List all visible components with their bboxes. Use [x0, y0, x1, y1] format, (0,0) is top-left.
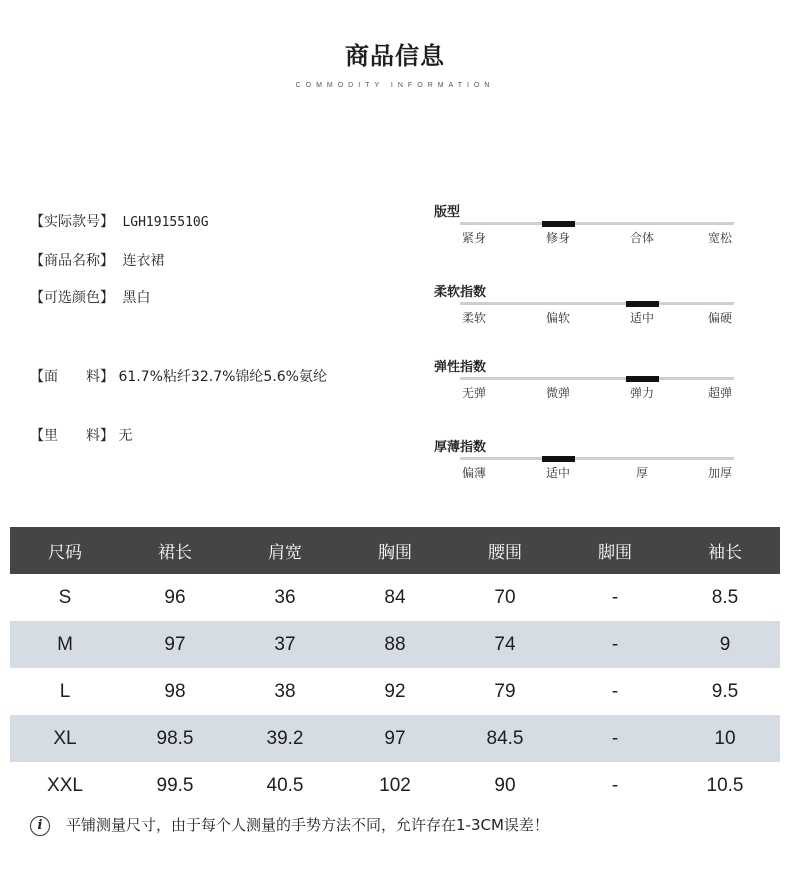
attribute-option: 修身	[545, 231, 570, 245]
table-cell: 74	[450, 621, 560, 668]
table-cell: 10	[670, 715, 780, 762]
attribute-option: 适中	[545, 466, 570, 480]
table-cell: -	[611, 774, 619, 796]
page-subtitle: COMMODITY INFORMATION	[295, 82, 495, 89]
attribute-option: 加厚	[707, 466, 732, 480]
table-cell: 97	[120, 621, 230, 668]
attribute-option: 无弹	[461, 386, 486, 400]
info-value: 黑白	[122, 290, 151, 306]
table-cell: 39.2	[230, 715, 340, 762]
attribute-option: 偏软	[545, 311, 570, 325]
info-label: 【可选颜色】	[30, 290, 114, 306]
info-product-name	[30, 250, 164, 270]
info-label: 【面 料】	[30, 369, 114, 385]
table-cell: 9.5	[711, 680, 739, 702]
measurement-note	[30, 814, 549, 836]
attribute-option: 偏薄	[461, 466, 486, 480]
info-label: 【商品名称】	[30, 253, 114, 269]
table-cell: L	[59, 680, 71, 702]
table-cell: -	[560, 715, 670, 762]
table-row	[10, 621, 780, 668]
attribute-scale-track	[460, 222, 734, 225]
table-row	[10, 715, 780, 762]
attribute-option: 弹力	[629, 386, 654, 400]
info-icon: i	[30, 816, 50, 836]
table-cell: 96	[164, 586, 186, 608]
attribute-scale-marker	[542, 456, 575, 462]
table-cell: XL	[10, 715, 120, 762]
table-cell: 98	[164, 680, 186, 702]
table-cell: 9	[670, 621, 780, 668]
size-table-header	[10, 527, 780, 574]
info-fabric	[30, 366, 327, 386]
info-lining	[30, 425, 132, 445]
table-cell: 8.5	[711, 586, 739, 608]
attribute-option: 适中	[629, 311, 654, 325]
table-cell: 99.5	[156, 774, 194, 796]
attribute-option: 偏硬	[707, 311, 732, 325]
attribute-title: 厚薄指数	[434, 440, 487, 455]
col-header: 袖长	[670, 527, 780, 574]
attribute-option: 超弹	[707, 386, 732, 400]
attribute-option: 紧身	[461, 231, 486, 245]
info-label: 【里 料】	[30, 428, 114, 444]
col-header: 胸围	[340, 527, 450, 574]
attribute-option: 合体	[629, 231, 654, 245]
info-color	[30, 287, 150, 307]
page-title: 商品信息	[345, 42, 445, 70]
col-header: 脚围	[560, 527, 670, 574]
attribute-option: 宽松	[707, 231, 732, 245]
table-cell: XXL	[47, 774, 83, 796]
table-row	[10, 574, 780, 621]
table-row	[10, 668, 780, 715]
table-cell: 70	[494, 586, 516, 608]
attribute-scale-track	[460, 377, 734, 380]
info-value: 61.7%粘纤32.7%锦纶5.6%氨纶	[118, 369, 327, 385]
info-style-no	[30, 211, 209, 231]
table-cell: 37	[230, 621, 340, 668]
attribute-scale-marker	[542, 221, 575, 227]
attribute-option: 微弹	[545, 386, 570, 400]
info-value: 连衣裙	[122, 253, 165, 269]
table-cell: 84.5	[450, 715, 560, 762]
col-header: 尺码	[10, 527, 120, 574]
note-text: 平铺测量尺寸，由于每个人测量的手势方法不同，允许存在1-3CM误差！	[66, 816, 549, 834]
table-cell: 92	[384, 680, 406, 702]
table-cell: 102	[379, 774, 411, 796]
col-header: 腰围	[450, 527, 560, 574]
attribute-title: 柔软指数	[434, 285, 487, 300]
table-cell: 36	[274, 586, 296, 608]
table-cell: 90	[494, 774, 516, 796]
table-cell: 79	[494, 680, 516, 702]
table-cell: 98.5	[120, 715, 230, 762]
table-cell: -	[611, 680, 619, 702]
table-cell: S	[58, 586, 72, 608]
col-header: 肩宽	[230, 527, 340, 574]
attribute-option: 厚	[635, 466, 648, 480]
table-cell: -	[611, 586, 619, 608]
table-cell: -	[560, 621, 670, 668]
attribute-scale-track	[460, 457, 734, 460]
col-header: 裙长	[120, 527, 230, 574]
info-value: LGH1915510G	[122, 215, 209, 230]
attribute-option: 柔软	[461, 311, 486, 325]
attribute-scale-marker	[626, 301, 659, 307]
size-table	[10, 527, 780, 809]
attribute-title: 弹性指数	[434, 360, 487, 375]
table-row	[10, 762, 780, 809]
table-cell: 40.5	[266, 774, 304, 796]
attribute-title: 版型	[434, 205, 461, 220]
info-label: 【实际款号】	[30, 214, 114, 230]
info-value: 无	[118, 428, 133, 444]
table-cell: 38	[274, 680, 296, 702]
table-cell: M	[10, 621, 120, 668]
table-cell: 10.5	[706, 774, 744, 796]
table-cell: 88	[340, 621, 450, 668]
attribute-scale-track	[460, 302, 734, 305]
table-cell: 97	[340, 715, 450, 762]
table-cell: 84	[384, 586, 406, 608]
attribute-scale-marker	[626, 376, 659, 382]
